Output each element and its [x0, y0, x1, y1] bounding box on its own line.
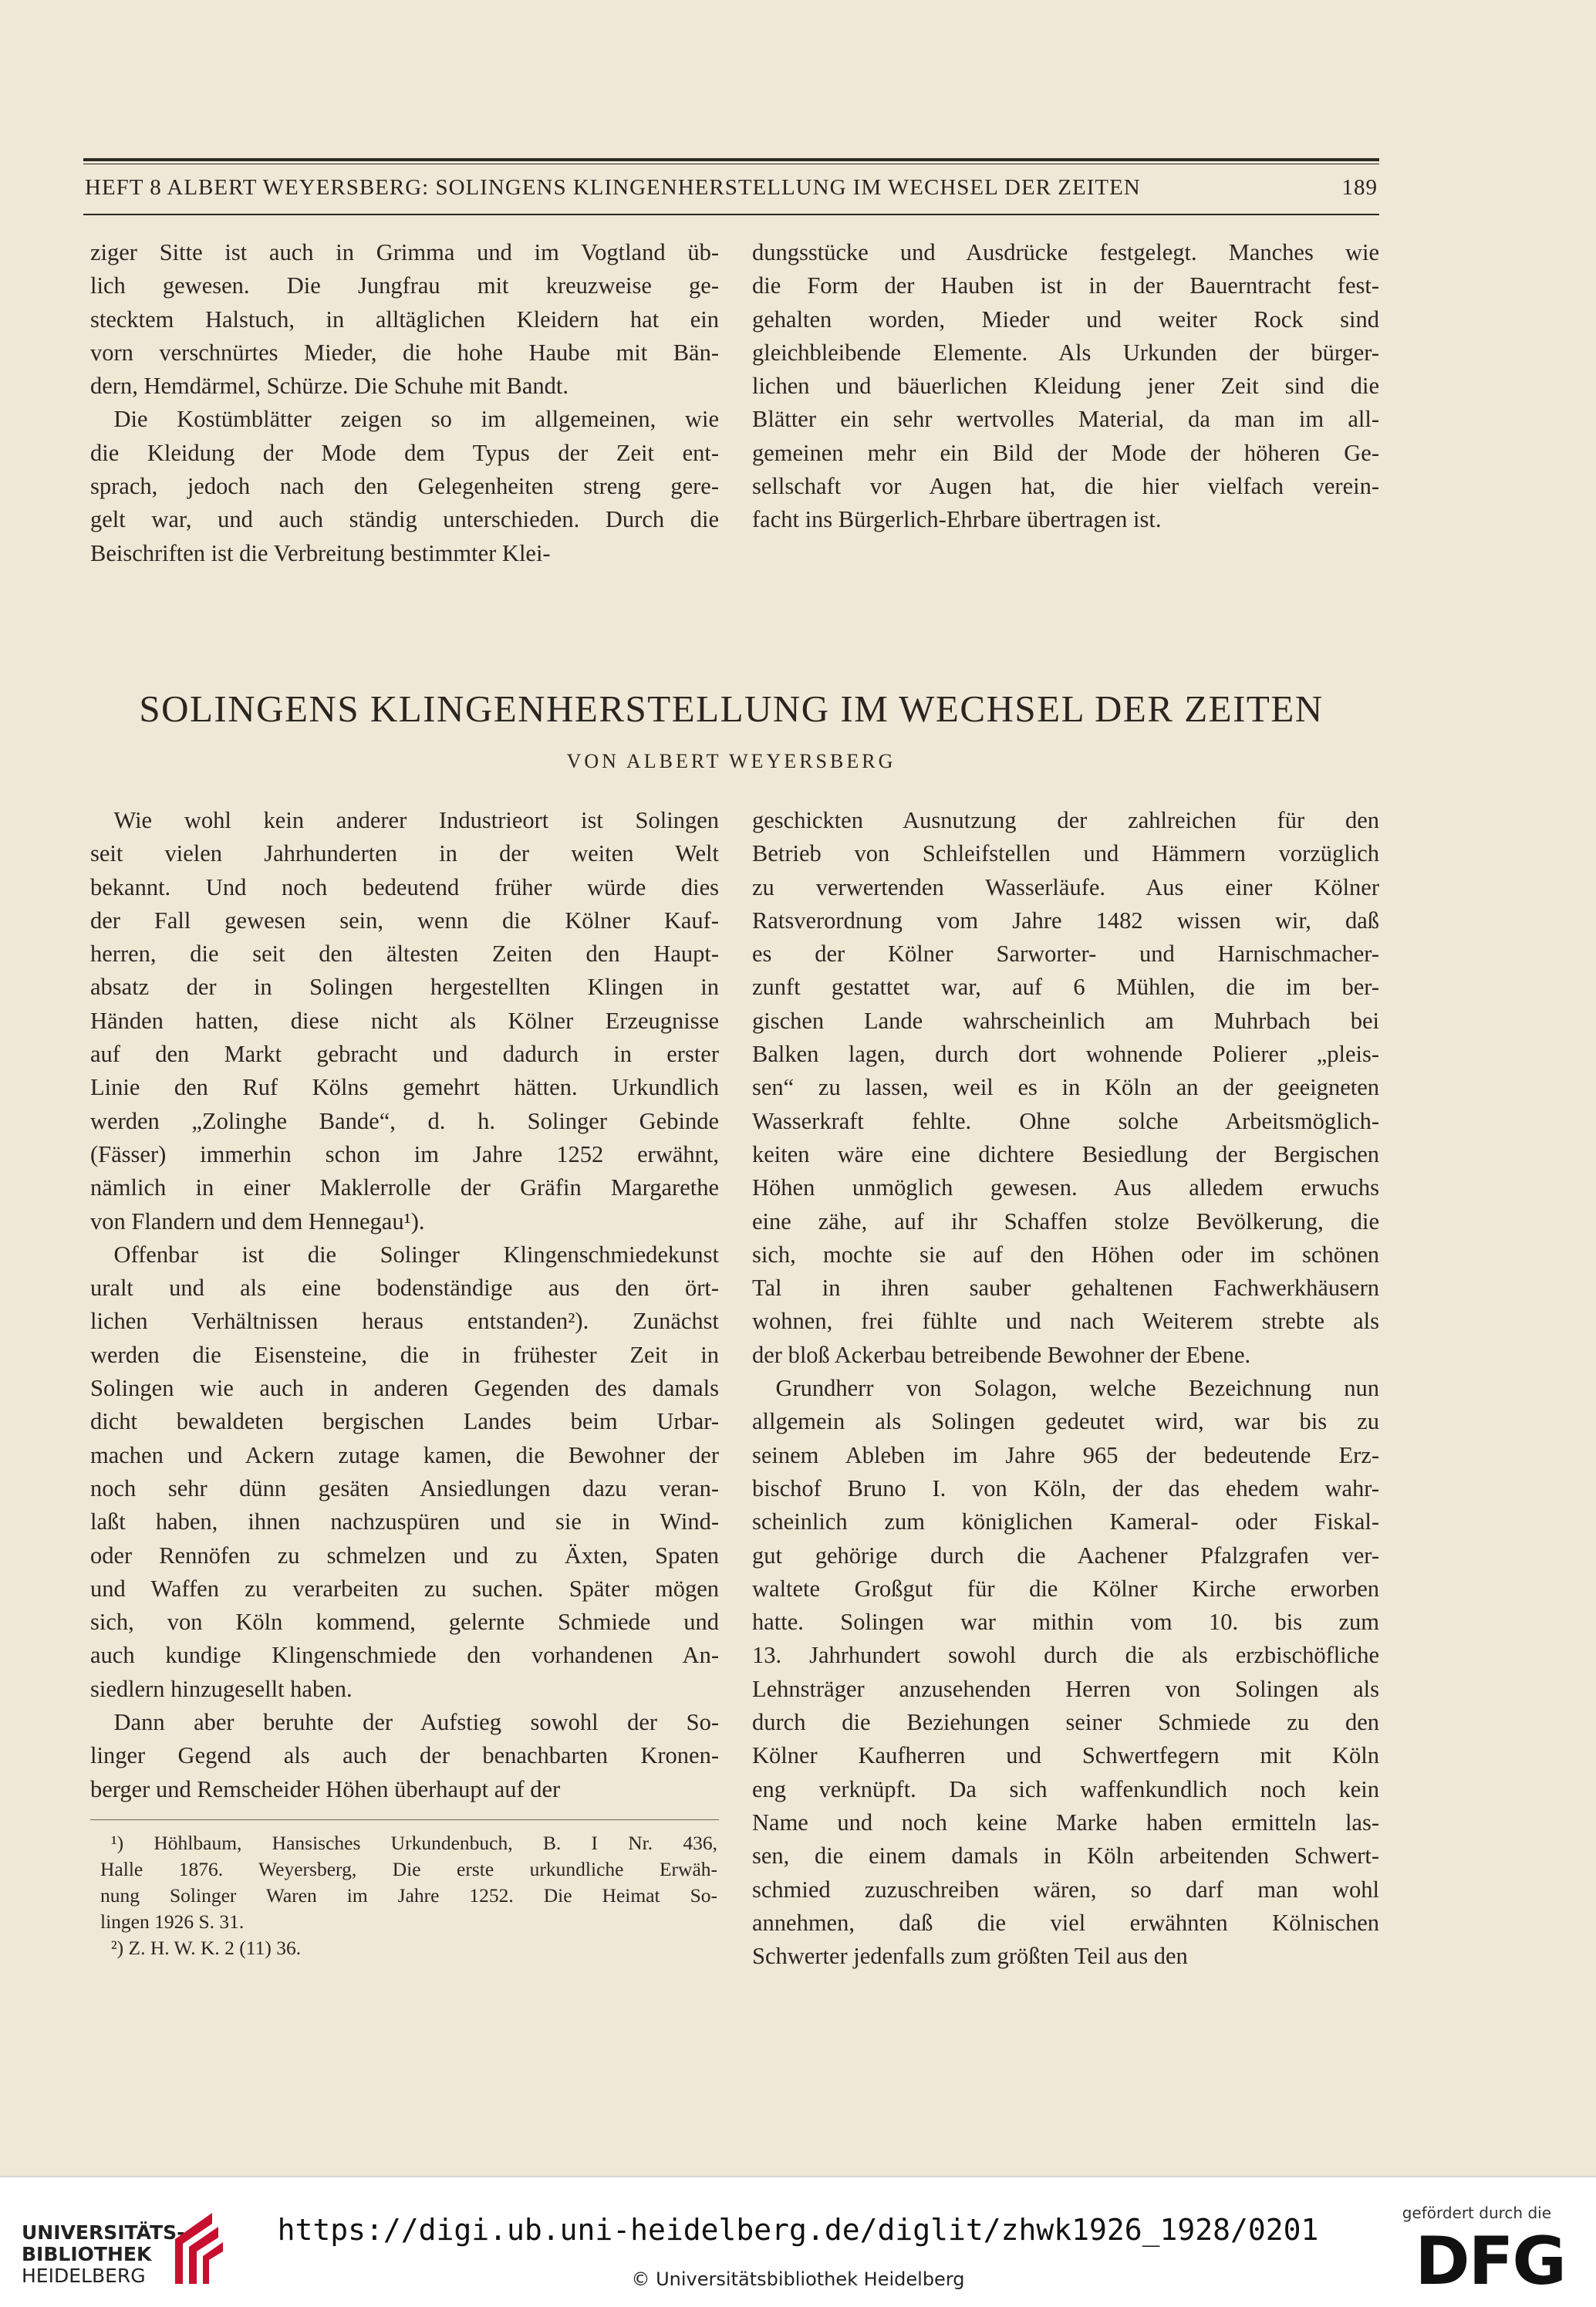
library-name-line3: HEIDELBERG: [22, 2265, 146, 2287]
text-line: die Kleidung der Mode dem Typus der Zeit ent-: [90, 439, 719, 466]
permalink-url[interactable]: https://digi.ub.uni-heidelberg.de/diglit/zhwk1926_1928/0201: [277, 2213, 1319, 2247]
text-line: Lehnsträger anzusehenden Herren von Solingen als: [752, 1675, 1379, 1702]
text-line: dern, Hemdärmel, Schürze. Die Schuhe mit Bandt.: [90, 373, 569, 400]
text-line: Wie wohl kein anderer Industrieort ist Solingen: [90, 807, 719, 833]
text-line: ²) Z. H. W. K. 2 (11) 36.: [111, 1937, 302, 1959]
article-title: SOLINGENS KLINGENHERSTELLUNG IM WECHSEL DER ZEITEN: [139, 687, 1324, 730]
footnotes: [100, 1830, 717, 1961]
text-line: ¹) Höhlbaum, Hansisches Urkundenbuch, B. I Nr. 436,: [111, 1832, 717, 1854]
text-line: lingen 1926 S. 31.: [100, 1910, 245, 1933]
text-line: sen“ zu lassen, weil es in Köln an der geeigneten: [752, 1074, 1379, 1101]
text-line: Solingen wie auch in anderen Gegenden des damals: [90, 1375, 719, 1402]
text-line: gehalten worden, Mieder und weiter Rock sind: [752, 306, 1379, 333]
text-line: und Waffen zu verarbeiten zu suchen. Später mögen: [90, 1575, 719, 1602]
text-line: gleichbleibende Elemente. Als Urkunden der bürger-: [752, 339, 1379, 366]
text-line: noch sehr dünn gesäten Ansiedlungen dazu veran-: [90, 1474, 719, 1501]
text-line: absatz der in Solingen hergestellten Klingen in: [90, 974, 719, 1001]
text-line: Wasserkraft fehlte. Ohne solche Arbeitsmöglich-: [752, 1107, 1379, 1134]
text-line: Die Kostümblätter zeigen so im allgemeinen, wie: [90, 406, 719, 433]
text-line: dungsstücke und Ausdrücke festgelegt. Manches wie: [752, 239, 1379, 265]
text-line: Händen hatten, diese nicht als Kölner Erzeugnisse: [90, 1007, 719, 1034]
text-line: Ratsverordnung vom Jahre 1482 wissen wir, daß: [752, 907, 1379, 934]
library-name-line2: BIBLIOTHEK: [22, 2243, 152, 2265]
text-line: von Flandern und dem Hennegau¹).: [90, 1208, 425, 1235]
text-line: sprach, jedoch nach den Gelegenheiten streng gere-: [90, 473, 719, 500]
text-line: Beischriften ist die Verbreitung bestimmter Klei-: [90, 539, 551, 566]
text-line: lich gewesen. Die Jungfrau mit kreuzweise ge-: [90, 272, 719, 299]
text-line: laßt haben, ihnen nachzuspüren und sie in Wind-: [90, 1508, 719, 1535]
text-line: bischof Bruno I. von Köln, der das ehedem wahr-: [752, 1474, 1379, 1501]
text-line: Grundherr von Solagon, welche Bezeichnung nun: [752, 1375, 1379, 1402]
text-line: gischen Lande wahrscheinlich am Muhrbach bei: [752, 1007, 1379, 1034]
text-line: seit vielen Jahrhunderten in der weiten Welt: [90, 840, 719, 867]
running-head: [85, 175, 1378, 201]
article-right-column: [752, 804, 1379, 1973]
text-line: Betrieb von Schleifstellen und Hämmern vorzüglich: [752, 840, 1379, 867]
text-line: ziger Sitte ist auch in Grimma und im Vogtland üb-: [90, 239, 719, 265]
text-line: nämlich in einer Maklerrolle der Gräfin Margarethe: [90, 1174, 719, 1201]
text-line: machen und Ackern zutage kamen, die Bewohner der: [90, 1441, 719, 1468]
text-line: gemeinen mehr ein Bild der Mode der höheren Ge-: [752, 439, 1379, 466]
text-line: linger Gegend als auch der benachbarten Kronen-: [90, 1742, 719, 1769]
text-line: 13. Jahrhundert sowohl durch die als erzbischöfliche: [752, 1642, 1379, 1669]
text-line: gelt war, und auch ständig unterschieden. Durch die: [90, 506, 719, 533]
text-line: Kölner Kaufherren und Schwertfegern mit Köln: [752, 1742, 1379, 1769]
text-line: eine zähe, auf ihr Schaffen stolze Bevölkerung, die: [752, 1208, 1379, 1235]
text-line: oder Rennöfen zu schmelzen und zu Äxten, Spaten: [90, 1542, 719, 1569]
text-line: vorn verschnürtes Mieder, die hohe Haube mit Bän-: [90, 339, 719, 366]
text-line: eng verknüpft. Da sich waffenkundlich noch kein: [752, 1775, 1379, 1802]
text-line: hatte. Solingen war mithin vom 10. bis zum: [752, 1609, 1379, 1636]
text-line: facht ins Bürgerlich-Ehrbare übertragen ist.: [752, 506, 1162, 533]
header-rule-thick: [83, 158, 1379, 161]
text-line: der bloß Ackerbau betreibende Bewohner der Ebene.: [752, 1341, 1251, 1368]
top-left-column: [90, 236, 719, 570]
text-line: zunft gestattet war, auf 6 Mühlen, die im ber-: [752, 974, 1379, 1001]
text-line: scheinlich zum königlichen Kameral- oder Fiskal-: [752, 1508, 1379, 1535]
text-line: annehmen, daß die viel erwähnten Kölnischen: [752, 1909, 1379, 1936]
text-line: stecktem Halstuch, in alltäglichen Kleidern hat ein: [90, 306, 719, 333]
text-line: Linie den Ruf Kölns gemehrt hätten. Urkundlich: [90, 1074, 719, 1101]
text-line: schmied zuzuschreiben wären, so darf man wohl: [752, 1876, 1379, 1903]
text-line: sich, mochte sie auf den Höhen oder im schönen: [752, 1241, 1379, 1268]
article-byline: VON ALBERT WEYERSBERG: [566, 750, 896, 772]
text-line: uralt und als eine bodenständige aus den ört-: [90, 1275, 719, 1302]
article-left-column: [90, 804, 719, 1806]
text-line: zu verwertenden Wasserläufe. Aus einer Kölner: [752, 873, 1379, 900]
text-line: auch kundige Klingenschmiede den vorhandenen An-: [90, 1642, 719, 1669]
top-right-column: [752, 236, 1379, 537]
text-line: Dann aber beruhte der Aufstieg sowohl der So-: [90, 1709, 719, 1736]
copyright-notice: © Universitätsbibliothek Heidelberg: [631, 2268, 965, 2290]
funding-label: gefördert durch die: [1402, 2204, 1551, 2222]
viewer-footer: [0, 2176, 1596, 2307]
text-line: dicht bewaldeten bergischen Landes beim Urbar-: [90, 1408, 719, 1435]
header-rule-under: [83, 214, 1379, 215]
text-line: berger und Remscheider Höhen überhaupt auf der: [90, 1775, 561, 1802]
page-number: 189: [1341, 175, 1378, 200]
text-line: waltete Großgut für die Kölner Kirche erworben: [752, 1575, 1379, 1602]
text-line: geschickten Ausnutzung der zahlreichen für den: [752, 807, 1379, 833]
text-line: allgemein als Solingen gedeutet wird, war bis zu: [752, 1408, 1379, 1435]
running-head-title: HEFT 8 ALBERT WEYERSBERG: SOLINGENS KLINGENHERSTELLUNG IM WECHSEL DER ZEITEN: [85, 175, 1141, 200]
text-line: Name und noch keine Marke haben ermitteln las-: [752, 1809, 1379, 1836]
text-line: siedlern hinzugesellt haben.: [90, 1675, 353, 1702]
text-line: wohnen, frei fühlte und nach Weiterem strebte als: [752, 1308, 1379, 1335]
text-line: Blätter ein sehr wertvolles Material, da man im all-: [752, 406, 1379, 433]
text-line: keiten wäre eine dichtere Besiedlung der Bergischen: [752, 1140, 1379, 1167]
text-line: sich, von Köln kommend, gelernte Schmiede und: [90, 1609, 719, 1636]
text-line: die Form der Hauben ist in der Bauerntracht fest-: [752, 272, 1379, 299]
text-line: sen, die einem damals in Köln arbeitenden Schwert-: [752, 1843, 1379, 1870]
text-line: Halle 1876. Weyersberg, Die erste urkundliche Erwäh-: [100, 1858, 717, 1880]
text-line: durch die Beziehungen seiner Schmiede zu den: [752, 1709, 1379, 1736]
text-line: nung Solinger Waren im Jahre 1252. Die Heimat So-: [100, 1884, 717, 1907]
text-line: der Fall gewesen sein, wenn die Kölner Kauf-: [90, 907, 719, 934]
text-line: auf den Markt gebracht und dadurch in erster: [90, 1041, 719, 1068]
text-line: lichen Verhältnissen heraus entstanden²). Zunächst: [90, 1308, 719, 1335]
text-line: (Fässer) immerhin schon im Jahre 1252 erwähnt,: [90, 1140, 719, 1167]
text-line: werden „Zolinghe Bande“, d. h. Solinger Gebinde: [90, 1107, 719, 1134]
text-line: gut gehörige durch die Aachener Pfalzgrafen ver-: [752, 1542, 1379, 1569]
dfg-logo[interactable]: DFG: [1415, 2223, 1565, 2300]
library-name-line1: UNIVERSITÄTS-: [22, 2221, 185, 2244]
text-line: Tal in ihren sauber gehaltenen Fachwerkhäusern: [752, 1275, 1379, 1302]
text-line: sellschaft vor Augen hat, die hier vielfach verein-: [752, 473, 1379, 500]
text-line: Balken lagen, durch dort wohnende Polierer „pleis-: [752, 1041, 1379, 1068]
text-line: herren, die seit den ältesten Zeiten den Haupt-: [90, 941, 719, 968]
text-line: seinem Ableben im Jahre 965 der bedeutende Erz-: [752, 1441, 1379, 1468]
text-line: bekannt. Und noch bedeutend früher würde dies: [90, 873, 719, 900]
text-line: werden die Eisensteine, die in frühester Zeit in: [90, 1341, 719, 1368]
text-line: es der Kölner Sarworter- und Harnischmacher-: [752, 941, 1379, 968]
text-line: Höhen unmöglich gewesen. Aus alledem erwuchs: [752, 1174, 1379, 1201]
text-line: Offenbar ist die Solinger Klingenschmiedekunst: [90, 1241, 719, 1268]
footnote-rule: [90, 1819, 719, 1820]
text-line: lichen und bäuerlichen Kleidung jener Zeit sind die: [752, 373, 1379, 400]
text-line: Schwerter jedenfalls zum größten Teil aus den: [752, 1943, 1188, 1970]
